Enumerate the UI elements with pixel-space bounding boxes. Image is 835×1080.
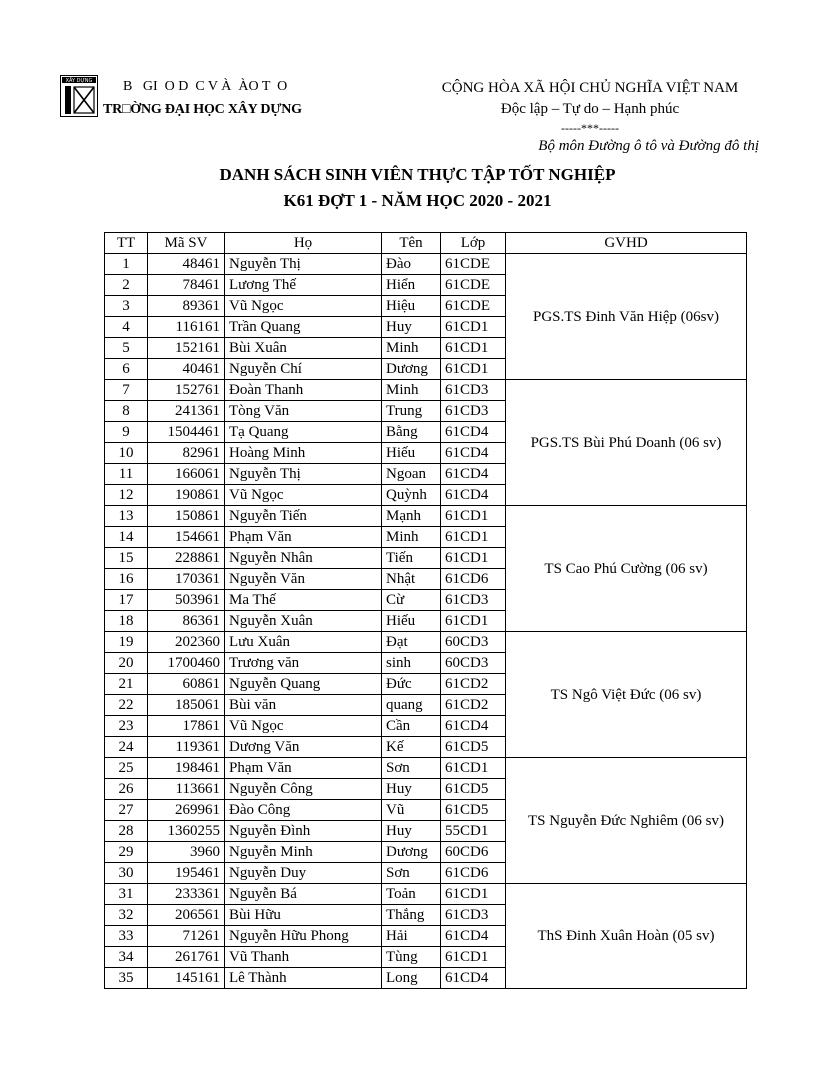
given-name: Trung [382, 401, 441, 422]
surname: Nguyễn Quang [225, 674, 382, 695]
row-number: 32 [105, 905, 148, 926]
student-id: 152161 [148, 338, 225, 359]
given-name: Sơn [382, 863, 441, 884]
row-number: 18 [105, 611, 148, 632]
table-row [105, 884, 747, 905]
class-code: 61CD3 [441, 380, 506, 401]
student-id: 241361 [148, 401, 225, 422]
student-id: 1504461 [148, 422, 225, 443]
motto: Độc lập – Tự do – Hạnh phúc [500, 101, 680, 117]
student-id: 17861 [148, 716, 225, 737]
given-name: Vũ [382, 800, 441, 821]
surname: Nguyễn Đình [225, 821, 382, 842]
university-logo [60, 75, 98, 117]
student-id: 166061 [148, 464, 225, 485]
class-code: 61CDE [441, 296, 506, 317]
surname: Dương Văn [225, 737, 382, 758]
given-name: Cừ [382, 590, 441, 611]
row-number: 17 [105, 590, 148, 611]
class-code: 61CD1 [441, 527, 506, 548]
student-id: 48461 [148, 254, 225, 275]
given-name: Tiến [382, 548, 441, 569]
surname: Phạm Văn [225, 527, 382, 548]
given-name: Hiển [382, 275, 441, 296]
row-number: 12 [105, 485, 148, 506]
student-id: 233361 [148, 884, 225, 905]
row-number: 21 [105, 674, 148, 695]
class-code: 61CD1 [441, 947, 506, 968]
advisor-cell: ThS Đinh Xuân Hoàn (05 sv) [506, 884, 747, 989]
row-number: 20 [105, 653, 148, 674]
surname: Đoàn Thanh [225, 380, 382, 401]
student-id: 206561 [148, 905, 225, 926]
row-number: 23 [105, 716, 148, 737]
student-id: 116161 [148, 317, 225, 338]
given-name: Hải [382, 926, 441, 947]
col-header-tt: TT [105, 233, 148, 254]
surname: Vũ Ngọc [225, 716, 382, 737]
left-header [105, 78, 345, 120]
row-number: 24 [105, 737, 148, 758]
student-id: 60861 [148, 674, 225, 695]
row-number: 11 [105, 464, 148, 485]
surname: Vũ Ngọc [225, 485, 382, 506]
given-name: Hiếu [382, 443, 441, 464]
surname: Nguyễn Thị [225, 254, 382, 275]
student-id: 261761 [148, 947, 225, 968]
surname: Đào Công [225, 800, 382, 821]
row-number: 35 [105, 968, 148, 989]
separator: -----***----- [561, 121, 619, 135]
student-id: 152761 [148, 380, 225, 401]
surname: Vũ Ngọc [225, 296, 382, 317]
class-code: 61CD6 [441, 863, 506, 884]
student-id: 119361 [148, 737, 225, 758]
class-code: 61CDE [441, 254, 506, 275]
class-code: 61CD1 [441, 359, 506, 380]
row-number: 5 [105, 338, 148, 359]
row-number: 28 [105, 821, 148, 842]
advisor-cell: PGS.TS Bùi Phú Doanh (06 sv) [506, 380, 747, 506]
surname: Lê Thành [225, 968, 382, 989]
row-number: 8 [105, 401, 148, 422]
given-name: Cần [382, 716, 441, 737]
class-code: 61CDE [441, 275, 506, 296]
surname: Trương văn [225, 653, 382, 674]
class-code: 61CD3 [441, 905, 506, 926]
row-number: 14 [105, 527, 148, 548]
student-id: 40461 [148, 359, 225, 380]
surname: Nguyễn Văn [225, 569, 382, 590]
class-code: 60CD6 [441, 842, 506, 863]
advisor-cell: PGS.TS Đinh Văn Hiệp (06sv) [506, 254, 747, 380]
row-number: 26 [105, 779, 148, 800]
class-code: 61CD4 [441, 716, 506, 737]
surname: Nguyễn Duy [225, 863, 382, 884]
class-code: 61CD1 [441, 611, 506, 632]
country-name: CỘNG HÒA XÃ HỘI CHỦ NGHĨA VIỆT NAM [441, 80, 739, 96]
row-number: 7 [105, 380, 148, 401]
given-name: Tùng [382, 947, 441, 968]
class-code: 55CD1 [441, 821, 506, 842]
given-name: quang [382, 695, 441, 716]
row-number: 27 [105, 800, 148, 821]
class-code: 61CD1 [441, 548, 506, 569]
surname: Phạm Văn [225, 758, 382, 779]
given-name: Toản [382, 884, 441, 905]
col-header-advisor: GVHD [506, 233, 747, 254]
student-id: 269961 [148, 800, 225, 821]
row-number: 30 [105, 863, 148, 884]
surname: Ma Thế [225, 590, 382, 611]
row-number: 22 [105, 695, 148, 716]
class-code: 60CD3 [441, 632, 506, 653]
student-id: 195461 [148, 863, 225, 884]
row-number: 3 [105, 296, 148, 317]
right-header [430, 78, 750, 135]
surname: Nguyễn Xuân [225, 611, 382, 632]
class-code: 61CD4 [441, 443, 506, 464]
row-number: 2 [105, 275, 148, 296]
surname: Tòng Văn [225, 401, 382, 422]
given-name: Đạt [382, 632, 441, 653]
advisor-cell: TS Ngô Việt Đức (06 sv) [506, 632, 747, 758]
row-number: 1 [105, 254, 148, 275]
student-id: 170361 [148, 569, 225, 590]
class-code: 61CD4 [441, 464, 506, 485]
class-code: 61CD1 [441, 884, 506, 905]
table-header-row [105, 233, 747, 254]
class-code: 61CD4 [441, 422, 506, 443]
row-number: 4 [105, 317, 148, 338]
surname: Lương Thế [225, 275, 382, 296]
surname: Lưu Xuân [225, 632, 382, 653]
given-name: Thắng [382, 905, 441, 926]
surname: Vũ Thanh [225, 947, 382, 968]
table-row [105, 506, 747, 527]
surname: Bùi văn [225, 695, 382, 716]
row-number: 31 [105, 884, 148, 905]
row-number: 33 [105, 926, 148, 947]
student-id: 1360255 [148, 821, 225, 842]
given-name: Huy [382, 779, 441, 800]
class-code: 61CD2 [441, 674, 506, 695]
surname: Nguyễn Hữu Phong [225, 926, 382, 947]
given-name: Minh [382, 380, 441, 401]
student-id: 503961 [148, 590, 225, 611]
student-id: 154661 [148, 527, 225, 548]
class-code: 61CD4 [441, 968, 506, 989]
col-header-class: Lớp [441, 233, 506, 254]
department-name: Bộ môn Đường ô tô và Đường đô thị [538, 138, 759, 154]
student-id: 198461 [148, 758, 225, 779]
class-code: 61CD1 [441, 506, 506, 527]
given-name: Nhật [382, 569, 441, 590]
student-id: 82961 [148, 443, 225, 464]
given-name: Huy [382, 821, 441, 842]
given-name: sinh [382, 653, 441, 674]
row-number: 16 [105, 569, 148, 590]
student-id: 228861 [148, 548, 225, 569]
given-name: Bằng [382, 422, 441, 443]
ministry-name: B GI O D C V À ÀO T O [123, 79, 288, 94]
class-code: 61CD3 [441, 401, 506, 422]
given-name: Dương [382, 842, 441, 863]
surname: Nguyễn Nhân [225, 548, 382, 569]
surname: Nguyễn Thị [225, 464, 382, 485]
surname: Bùi Hữu [225, 905, 382, 926]
given-name: Minh [382, 527, 441, 548]
student-id: 89361 [148, 296, 225, 317]
student-id: 3960 [148, 842, 225, 863]
student-id: 71261 [148, 926, 225, 947]
class-code: 61CD5 [441, 737, 506, 758]
col-header-given-name: Tên [382, 233, 441, 254]
student-id: 78461 [148, 275, 225, 296]
logo-text: XÂY DỰNG [65, 78, 93, 84]
surname: Nguyễn Minh [225, 842, 382, 863]
class-code: 61CD1 [441, 338, 506, 359]
class-code: 61CD1 [441, 758, 506, 779]
row-number: 34 [105, 947, 148, 968]
row-number: 9 [105, 422, 148, 443]
row-number: 25 [105, 758, 148, 779]
document-subtitle: K61 ĐỢT 1 - NĂM HỌC 2020 - 2021 [283, 191, 552, 210]
row-number: 10 [105, 443, 148, 464]
given-name: Đào [382, 254, 441, 275]
document-title: DANH SÁCH SINH VIÊN THỰC TẬP TỐT NGHIỆP [219, 165, 616, 184]
university-name: TR□ỜNG ĐẠI HỌC XÂY DỰNG [103, 102, 302, 117]
class-code: 61CD4 [441, 485, 506, 506]
given-name: Minh [382, 338, 441, 359]
class-code: 61CD2 [441, 695, 506, 716]
col-header-student-id: Mã SV [148, 233, 225, 254]
given-name: Dương [382, 359, 441, 380]
student-id: 86361 [148, 611, 225, 632]
table-row [105, 254, 747, 275]
surname: Hoàng Minh [225, 443, 382, 464]
given-name: Hiếu [382, 611, 441, 632]
given-name: Mạnh [382, 506, 441, 527]
given-name: Kế [382, 737, 441, 758]
class-code: 61CD3 [441, 590, 506, 611]
table-row [105, 758, 747, 779]
advisor-cell: TS Cao Phú Cường (06 sv) [506, 506, 747, 632]
table-row [105, 632, 747, 653]
class-code: 61CD6 [441, 569, 506, 590]
advisor-cell: TS Nguyễn Đức Nghiêm (06 sv) [506, 758, 747, 884]
student-id: 1700460 [148, 653, 225, 674]
row-number: 15 [105, 548, 148, 569]
student-id: 190861 [148, 485, 225, 506]
row-number: 6 [105, 359, 148, 380]
given-name: Huy [382, 317, 441, 338]
given-name: Hiệu [382, 296, 441, 317]
given-name: Ngoan [382, 464, 441, 485]
row-number: 19 [105, 632, 148, 653]
class-code: 61CD5 [441, 779, 506, 800]
surname: Nguyễn Chí [225, 359, 382, 380]
given-name: Quỳnh [382, 485, 441, 506]
class-code: 61CD5 [441, 800, 506, 821]
student-id: 150861 [148, 506, 225, 527]
table-row [105, 380, 747, 401]
surname: Nguyễn Tiến [225, 506, 382, 527]
row-number: 13 [105, 506, 148, 527]
class-code: 61CD1 [441, 317, 506, 338]
class-code: 61CD4 [441, 926, 506, 947]
student-table [104, 232, 747, 989]
class-code: 60CD3 [441, 653, 506, 674]
col-header-surname: Họ [225, 233, 382, 254]
given-name: Sơn [382, 758, 441, 779]
student-id: 145161 [148, 968, 225, 989]
given-name: Long [382, 968, 441, 989]
surname: Tạ Quang [225, 422, 382, 443]
student-id: 185061 [148, 695, 225, 716]
surname: Bùi Xuân [225, 338, 382, 359]
student-id: 113661 [148, 779, 225, 800]
student-id: 202360 [148, 632, 225, 653]
surname: Nguyễn Bá [225, 884, 382, 905]
surname: Nguyễn Công [225, 779, 382, 800]
row-number: 29 [105, 842, 148, 863]
surname: Trần Quang [225, 317, 382, 338]
given-name: Đức [382, 674, 441, 695]
